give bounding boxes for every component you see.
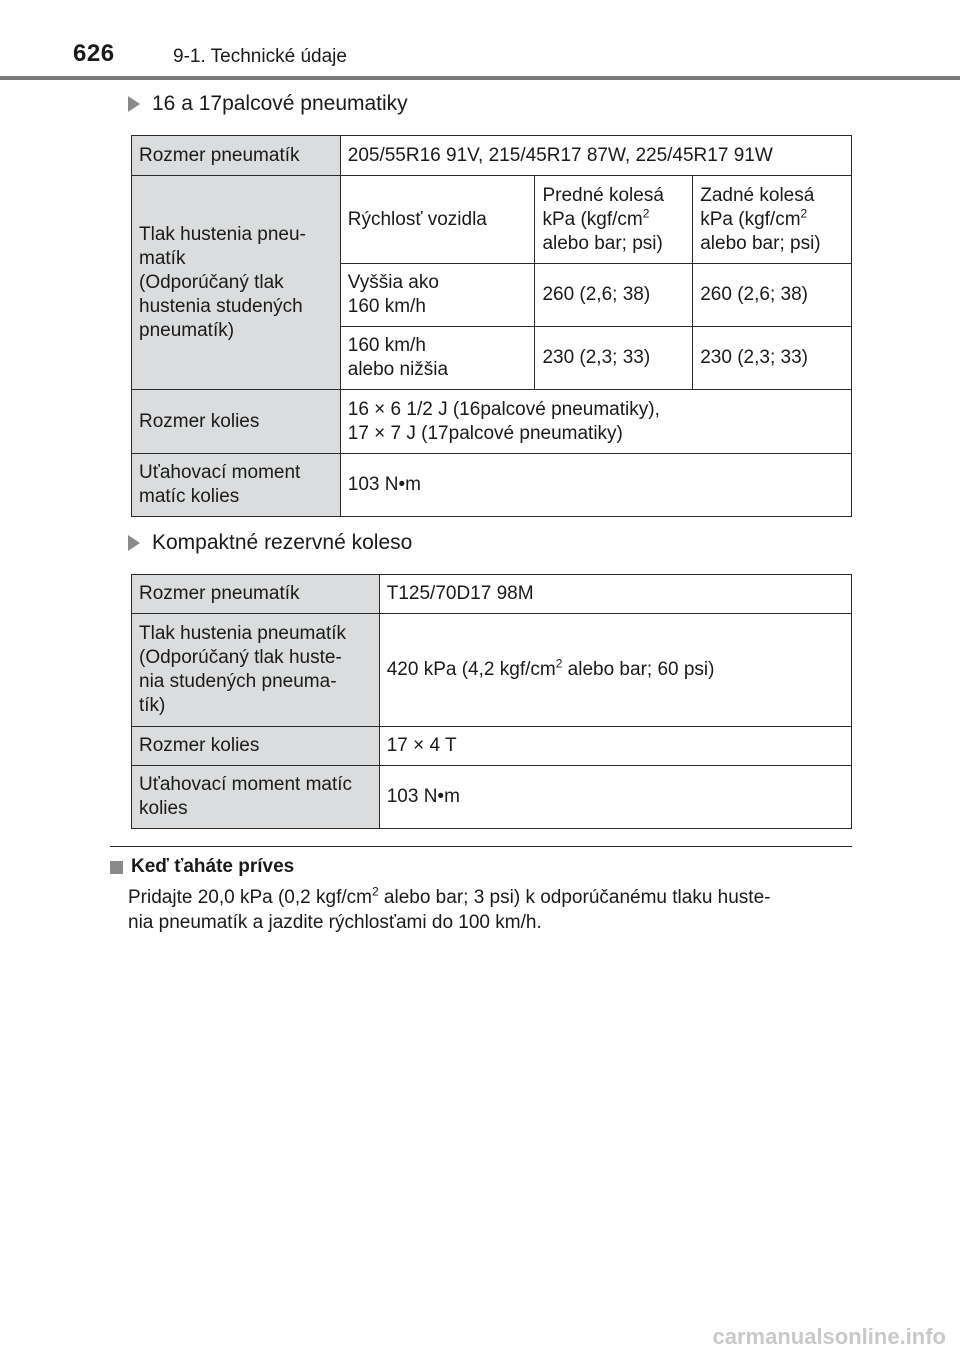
- torque-label-line: Uťahovací moment: [139, 462, 301, 483]
- note-heading: [110, 856, 294, 878]
- spare-spec-table: [131, 574, 852, 829]
- pressure-label-line: (Odporúčaný tlak: [139, 271, 284, 293]
- pressure-label-line: pneumatík): [139, 319, 235, 341]
- front-wheels-header: [535, 176, 693, 264]
- wheel-size-line: 17 × 7 J (17palcové pneumatiky): [347, 422, 623, 444]
- note-text: Pridajte 20,0 kPa (0,2 kgf/cm: [128, 887, 372, 908]
- pressure-label: [132, 176, 341, 390]
- wheel-size-line: 16 × 6 1/2 J (16palcové pneumatiky),: [347, 398, 660, 420]
- pressure-label-line: hustenia studených: [139, 295, 303, 317]
- header-rule: [0, 76, 960, 80]
- front-header-unit: kPa (kgf/cm: [542, 208, 643, 230]
- speed-cell: [340, 327, 535, 390]
- speed-line: 160 km/h: [347, 296, 426, 317]
- table-row: [132, 766, 852, 829]
- note-body: [128, 885, 858, 935]
- speed-header: Rýchlosť vozidla: [340, 176, 535, 264]
- torque-label-line: Uťahovací moment matíc: [139, 774, 353, 795]
- page-number: 626: [73, 40, 115, 67]
- note-line: [128, 885, 858, 910]
- front-header-line: [542, 208, 685, 232]
- table-row: [132, 390, 852, 454]
- table-row: [132, 454, 852, 517]
- section-title: 9-1. Technické údaje: [173, 46, 347, 67]
- front-header-line: alebo bar; psi): [542, 232, 663, 254]
- subheading-text: 16 a 17palcové pneumatiky: [152, 92, 408, 115]
- tire-size-value: 205/55R16 91V, 215/45R17 87W, 225/45R17 91W: [340, 136, 851, 176]
- torque-value: 103 N•m: [379, 766, 851, 829]
- speed-cell: [340, 264, 535, 327]
- rear-header-line: alebo bar; psi): [700, 232, 821, 254]
- subheading-text: Kompaktné rezervné koleso: [152, 531, 413, 554]
- note-text: alebo bar; 3 psi) k odporúčanému tlaku huste-: [378, 887, 771, 908]
- superscript: 2: [800, 206, 808, 221]
- tire-size-label: Rozmer pneumatík: [132, 575, 380, 614]
- torque-value: 103 N•m: [340, 454, 851, 517]
- wheel-size-label: Rozmer kolies: [132, 390, 341, 454]
- rear-header-line: [700, 208, 844, 232]
- pressure-label-line: Tlak hustenia pneu-: [139, 223, 306, 245]
- page-header: [0, 0, 960, 80]
- speed-line: 160 km/h: [347, 335, 426, 356]
- front-pressure-cell: 260 (2,6; 38): [535, 264, 693, 327]
- wheel-size-value: [340, 390, 851, 454]
- tire-size-value: T125/70D17 98M: [379, 575, 851, 614]
- front-pressure-cell: 230 (2,3; 33): [535, 327, 693, 390]
- pressure-label-line: tík): [139, 695, 166, 716]
- superscript: 2: [642, 206, 650, 221]
- pressure-label-line: (Odporúčaný tlak huste-: [139, 647, 342, 668]
- rear-pressure-cell: 230 (2,3; 33): [693, 327, 852, 390]
- torque-label-line: matíc kolies: [139, 486, 240, 507]
- note-line: nia pneumatík a jazdite rýchlosťami do 100 km/h.: [128, 912, 542, 933]
- pressure-value: [379, 614, 851, 727]
- table-row: [132, 176, 852, 264]
- note-title: Keď ťaháte príves: [131, 856, 295, 877]
- triangle-bullet-icon: [128, 535, 140, 551]
- torque-label: [132, 766, 380, 829]
- note-divider: [110, 846, 852, 847]
- front-header-line: Predné kolesá: [542, 184, 664, 206]
- pressure-label-line: Tlak hustenia pneumatík: [139, 623, 347, 644]
- wheel-size-label: Rozmer kolies: [132, 727, 380, 766]
- speed-line: Vyššia ako: [347, 272, 439, 293]
- pressure-value-text: 420 kPa (4,2 kgf/cm: [386, 659, 556, 680]
- watermark: carmanualsonline.info: [712, 1324, 946, 1349]
- pressure-label: [132, 614, 380, 727]
- rear-pressure-cell: 260 (2,6; 38): [693, 264, 852, 327]
- square-bullet-icon: [110, 861, 123, 874]
- triangle-bullet-icon: [128, 96, 140, 112]
- table-row: [132, 614, 852, 727]
- speed-line: alebo nižšia: [347, 359, 449, 380]
- rear-header-unit: kPa (kgf/cm: [700, 208, 801, 230]
- torque-label: [132, 454, 341, 517]
- subheading-compact-spare: [128, 531, 412, 555]
- rear-header-line: Zadné kolesá: [700, 184, 815, 206]
- table-row: [132, 136, 852, 176]
- rear-wheels-header: [693, 176, 852, 264]
- pressure-value-text: alebo bar; 60 psi): [562, 659, 715, 680]
- table-row: [132, 575, 852, 614]
- pressure-label-line: nia studených pneuma-: [139, 671, 337, 692]
- superscript: 2: [371, 884, 379, 899]
- tire-size-label: Rozmer pneumatík: [132, 136, 341, 176]
- wheel-size-value: 17 × 4 T: [379, 727, 851, 766]
- table-row: [132, 727, 852, 766]
- tire-spec-table: [131, 135, 852, 517]
- torque-label-line: kolies: [139, 798, 188, 819]
- subheading-16-17-tires: [128, 92, 408, 116]
- superscript: 2: [555, 656, 563, 671]
- pressure-label-line: matík: [139, 247, 186, 269]
